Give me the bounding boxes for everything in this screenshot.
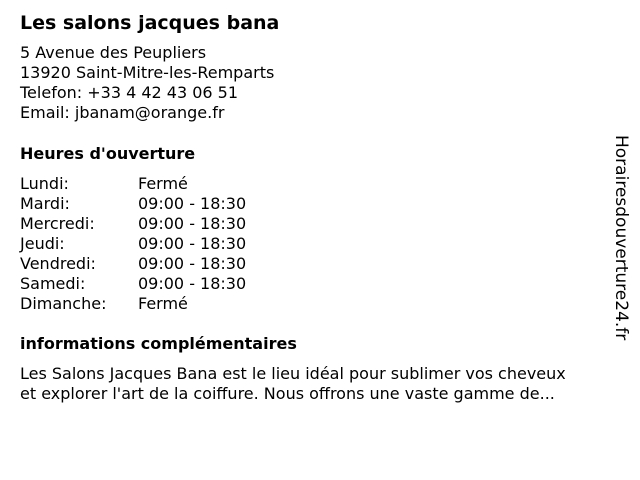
hours-day: Samedi: [20, 274, 86, 293]
hours-day: Mardi: [20, 194, 70, 213]
site-watermark: Horairesdouverture24.fr [611, 135, 631, 341]
business-name: Les salons jacques bana [20, 12, 280, 34]
hours-value: 09:00 - 18:30 [138, 194, 247, 213]
hours-value: 09:00 - 18:30 [138, 254, 247, 273]
email-line: Email: jbanam@orange.fr [20, 103, 225, 122]
phone-line: Telefon: +33 4 42 43 06 51 [20, 83, 239, 102]
address-street: 5 Avenue des Peupliers [20, 43, 207, 62]
hours-value: 09:00 - 18:30 [138, 234, 247, 253]
hours-row-monday [20, 174, 320, 194]
additional-info-heading: informations complémentaires [20, 334, 297, 353]
hours-value: 09:00 - 18:30 [138, 274, 247, 293]
hours-day: Mercredi: [20, 214, 95, 233]
address-city: 13920 Saint-Mitre-les-Remparts [20, 63, 275, 82]
hours-row-thursday [20, 234, 320, 254]
hours-value: 09:00 - 18:30 [138, 214, 247, 233]
business-description [20, 364, 620, 404]
hours-row-saturday [20, 274, 320, 294]
description-line: Les Salons Jacques Bana est le lieu idéal pour sublimer vos cheveux [20, 364, 566, 383]
hours-row-sunday [20, 294, 320, 314]
opening-hours-heading: Heures d'ouverture [20, 144, 196, 163]
hours-day: Lundi: [20, 174, 69, 193]
hours-day: Jeudi: [20, 234, 65, 253]
contact-block [20, 43, 274, 123]
hours-value: Fermé [138, 174, 188, 193]
hours-row-wednesday [20, 214, 320, 234]
opening-hours-table [20, 174, 320, 314]
hours-value: Fermé [138, 294, 188, 313]
hours-row-friday [20, 254, 320, 274]
description-line: et explorer l'art de la coiffure. Nous offrons une vaste gamme de... [20, 384, 555, 403]
hours-day: Dimanche: [20, 294, 107, 313]
hours-row-tuesday [20, 194, 320, 214]
hours-day: Vendredi: [20, 254, 96, 273]
